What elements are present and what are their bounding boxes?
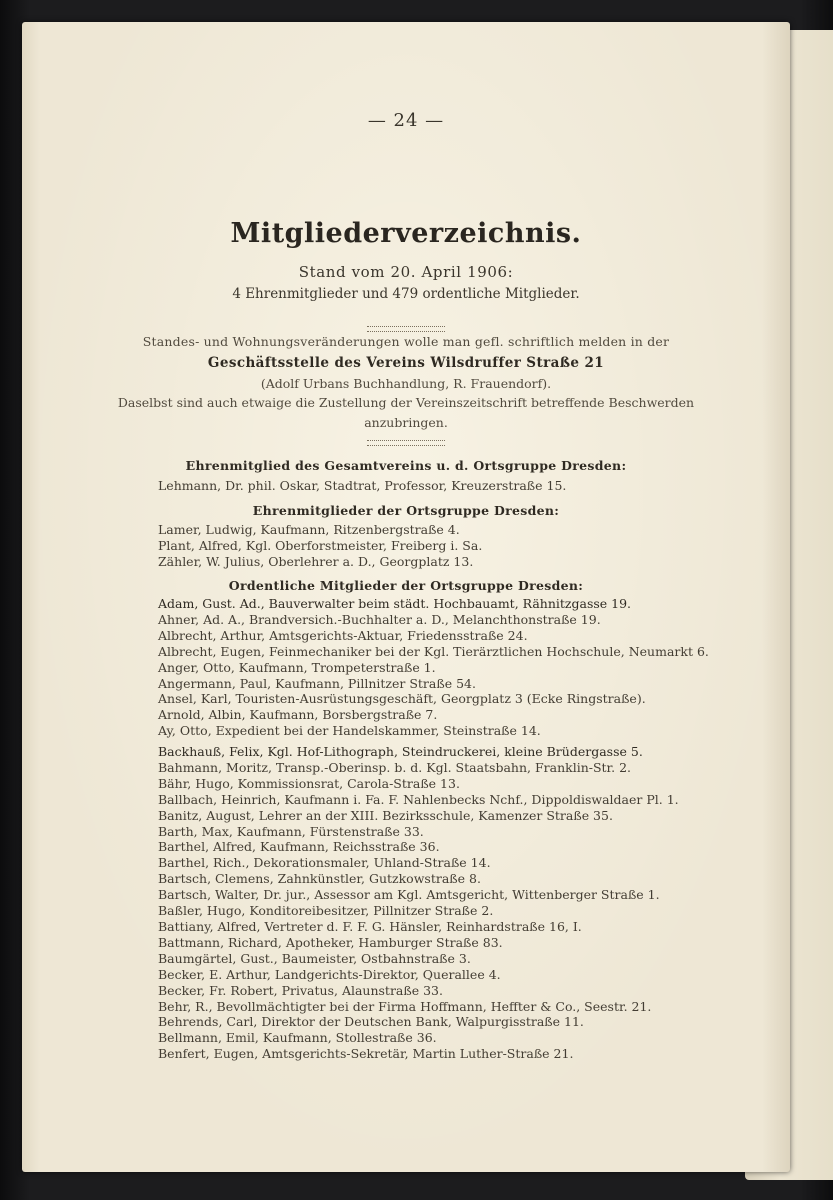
document-page [22, 22, 790, 1172]
list-item: Becker, E. Arthur, Landgerichts-Direktor, Querallee 4. [158, 966, 501, 982]
list-item: Plant, Alfred, Kgl. Oberforstmeister, Freiberg i. Sa. [158, 537, 483, 553]
page-title: Mitgliederverzeichnis. [230, 218, 582, 249]
divider-top [367, 326, 445, 332]
list-item: Bartsch, Clemens, Zahnkünstler, Gutzkowstraße 8. [158, 871, 481, 887]
list-item: Anger, Otto, Kaufmann, Trompeterstraße 1. [158, 659, 436, 675]
heading-ordinary-members: Ordentliche Mitglieder der Ortsgruppe Dresden: [228, 578, 584, 593]
list-item: Bellmann, Emil, Kaufmann, Stollestraße 36. [158, 1030, 437, 1046]
list-item: Ballbach, Heinrich, Kaufmann i. Fa. F. Nahlenbecks Nchf., Dippoldiswaldaer Pl. 1. [158, 791, 679, 807]
list-item: Bähr, Hugo, Kommissionsrat, Carola-Straße 13. [158, 775, 460, 791]
list-item: Bartsch, Walter, Dr. jur., Assessor am Kgl. Amtsgericht, Wittenberger Straße 1. [158, 887, 660, 903]
list-item: Zähler, W. Julius, Oberlehrer a. D., Georgplatz 13. [158, 553, 474, 569]
notice-line-3: (Adolf Urbans Buchhandlung, R. Frauendorf). [260, 376, 552, 391]
page-number: — 24 — [367, 110, 445, 131]
list-item: Bahmann, Moritz, Transp.-Oberinsp. b. d. Kgl. Staatsbahn, Franklin-Str. 2. [158, 759, 632, 775]
list-item: Behrends, Carl, Direktor der Deutschen Bank, Walpurgisstraße 11. [158, 1014, 584, 1030]
list-item: Lehmann, Dr. phil. Oskar, Stadtrat, Professor, Kreuzerstraße 15. [158, 478, 567, 493]
divider-bottom [367, 440, 445, 446]
list-item: Arnold, Albin, Kaufmann, Borsbergstraße 7. [158, 707, 438, 723]
list-item: Becker, Fr. Robert, Privatus, Alaunstraße 33. [158, 982, 443, 998]
list-item: Angermann, Paul, Kaufmann, Pillnitzer Straße 54. [158, 675, 476, 691]
list-item: Lamer, Ludwig, Kaufmann, Ritzenbergstraße 4. [158, 522, 460, 537]
list-item: Behr, R., Bevollmächtigter bei der Firma Hoffmann, Heffter & Co., Seestr. 21. [158, 998, 652, 1014]
members-summary: 4 Ehrenmitglieder und 479 ordentliche Mitglieder. [232, 286, 580, 302]
list-item: Banitz, August, Lehrer an der XIII. Bezirksschule, Kamenzer Straße 35. [158, 807, 613, 823]
list-item: Benfert, Eugen, Amtsgerichts-Sekretär, Martin Luther-Straße 21. [158, 1046, 574, 1062]
list-item: Adam, Gust. Ad., Bauverwalter beim städt. Hochbauamt, Rähnitzgasse 19. [158, 596, 632, 611]
notice-line-5: anzubringen. [364, 415, 448, 430]
notice-line-1: Standes- und Wohnungsveränderungen wolle man gefl. schriftlich melden in der [142, 334, 670, 349]
list-item: Ahner, Ad. A., Brandversich.-Buchhalter a. D., Melanchthonstraße 19. [158, 611, 601, 627]
list-item: Baßler, Hugo, Konditoreibesitzer, Pillnitzer Straße 2. [158, 903, 494, 919]
list-item: Barthel, Alfred, Kaufmann, Reichsstraße 36. [158, 839, 440, 855]
list-item: Battiany, Alfred, Vertreter d. F. F. G. Hänsler, Reinhardstraße 16, I. [158, 918, 582, 934]
honorary-local-list [158, 522, 482, 570]
status-date-line: Stand vom 20. April 1906: [298, 263, 514, 281]
ordinary-members-list-b [158, 744, 679, 1062]
list-item: Barth, Max, Kaufmann, Fürstenstraße 33. [158, 823, 424, 839]
notice-office-address: Geschäftsstelle des Vereins Wilsdruffer Straße 21 [207, 355, 605, 371]
list-item: Backhauß, Felix, Kgl. Hof-Lithograph, Steindruckerei, kleine Brüdergasse 5. [158, 744, 643, 759]
notice-line-4: Daselbst sind auch etwaige die Zustellung der Vereinszeitschrift betreffende Beschwerden [117, 395, 695, 410]
list-item: Baumgärtel, Gust., Baumeister, Ostbahnstraße 3. [158, 950, 471, 966]
heading-honorary-general: Ehrenmitglied des Gesamtvereins u. d. Ortsgruppe Dresden: [185, 458, 627, 473]
ordinary-members-list-a [158, 596, 709, 739]
list-item: Barthel, Rich., Dekorationsmaler, Uhland-Straße 14. [158, 855, 491, 871]
list-item: Ay, Otto, Expedient bei der Handelskammer, Steinstraße 14. [158, 723, 541, 739]
heading-honorary-local: Ehrenmitglieder der Ortsgruppe Dresden: [252, 503, 560, 518]
list-item: Battmann, Richard, Apotheker, Hamburger Straße 83. [158, 934, 503, 950]
list-item: Albrecht, Eugen, Feinmechaniker bei der Kgl. Tierärztlichen Hochschule, Neumarkt 6. [158, 643, 709, 659]
list-item: Ansel, Karl, Touristen-Ausrüstungsgeschäft, Georgplatz 3 (Ecke Ringstraße). [158, 691, 646, 707]
list-item: Albrecht, Arthur, Amtsgerichts-Aktuar, Friedensstraße 24. [158, 627, 528, 643]
